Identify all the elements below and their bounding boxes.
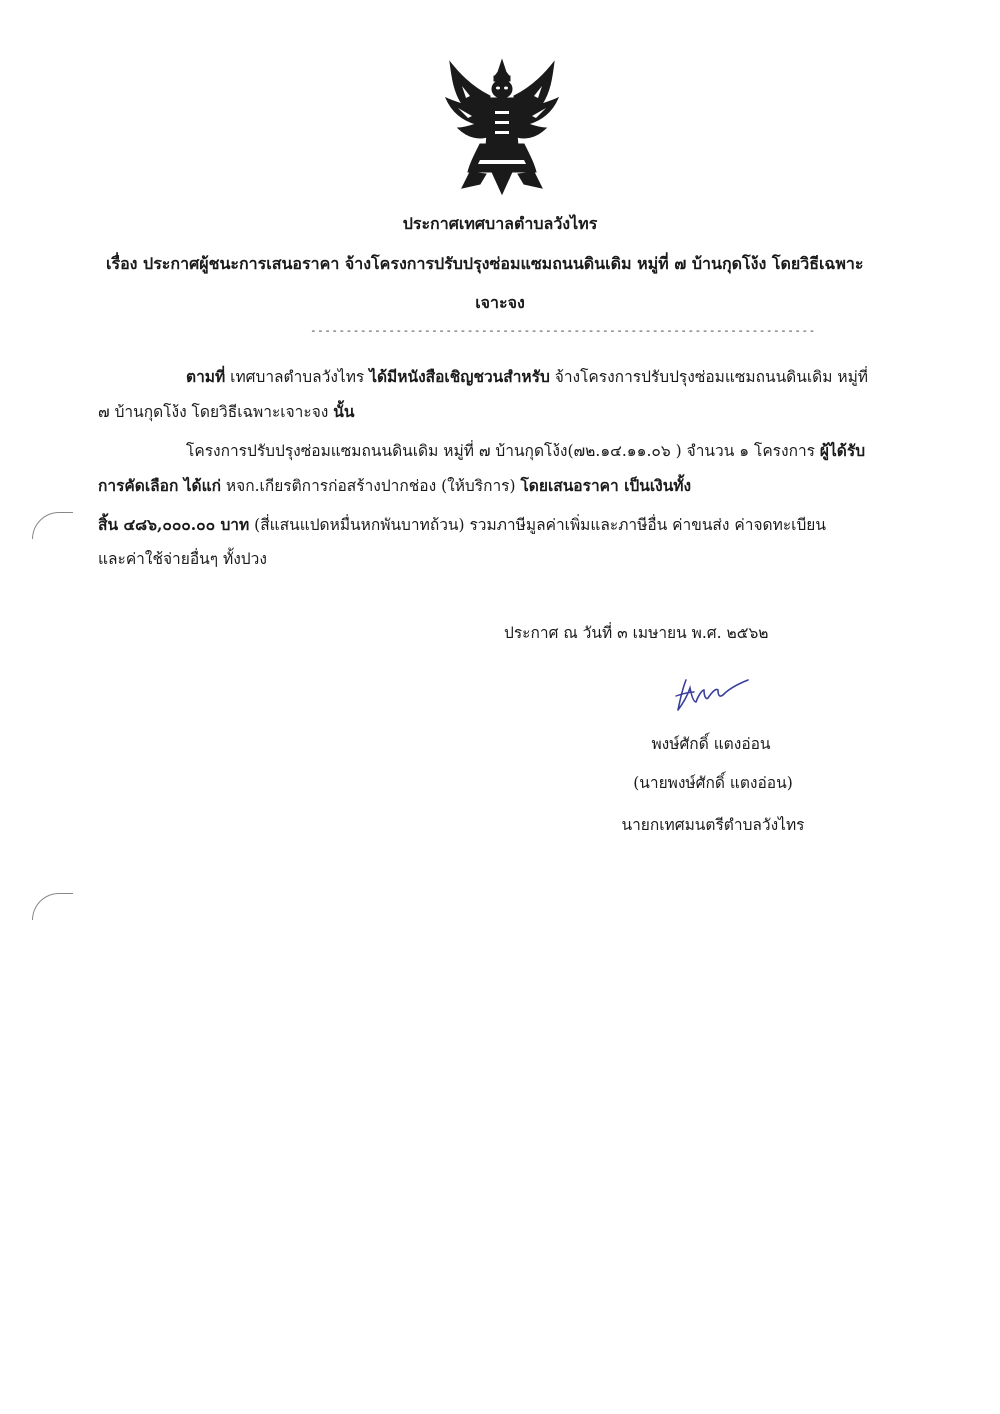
paragraph-1-line-1 [186,364,868,389]
p1-text: ๗ บ้านกุดโง้ง โดยวิธีเฉพาะเจาะจง [98,403,334,421]
handwritten-signature-icon [672,672,752,716]
separator-line: ----------------------------------------------------------------------- [310,324,816,337]
p1-text: ตามที่ [186,367,226,386]
paragraph-2-line-2 [98,473,691,498]
paragraph-2-line-1 [186,438,865,463]
paragraph-2-line-3 [98,512,826,537]
p1-text: นั้น [333,402,355,421]
p1-text: เทศบาลตำบลวังไทร [225,368,370,386]
paragraph-1-line-2 [98,399,355,424]
p2-text: ผู้ได้รับ [819,441,866,460]
p2-text: หจก.เกียรติการก่อสร้างปากช่อง (ให้บริการ) [220,477,521,495]
subject-line-1: เรื่อง ประกาศผู้ชนะการเสนอราคา จ้างโครงการปรับปรุงซ่อมแซมถนนดินเดิม หมู่ที่ ๗ บ้านกุดโง้ง โดยวิธีเฉพาะ [106,254,864,273]
p1-text: ได้มีหนังสือเชิญชวนสำหรับ [369,367,550,386]
p2-text: การคัดเลือก ได้แก่ [98,476,221,495]
signer-name: พงษ์ศักดิ์ แตงอ่อน [651,735,771,753]
punch-hole-mark [32,512,73,539]
p2-text: โครงการปรับปรุงซ่อมแซมถนนดินเดิม หมู่ที่ ๗ บ้านกุดโง้ง(๗๒.๑๔.๑๑.๐๖ ) จำนวน ๑ โครงการ [186,442,820,460]
document-title: ประกาศเทศบาลตำบลวังไทร [402,214,598,233]
p2-text: (สี่แสนแปดหมื่นหกพันบาทถ้วน) รวมภาษีมูลค่าเพิ่มและภาษีอื่น ค่าขนส่ง ค่าจดทะเบียน [249,516,826,534]
p1-text: จ้างโครงการปรับปรุงซ่อมแซมถนนดินเดิม หมู่ที่ [549,368,869,386]
garuda-emblem-icon [440,56,564,196]
p2-text: โดยเสนอราคา เป็นเงินทั้ง [520,476,692,495]
paragraph-2-line-4: และค่าใช้จ่ายอื่นๆ ทั้งปวง [98,550,267,568]
signer-full-name: (นายพงษ์ศักดิ์ แตงอ่อน) [633,774,793,792]
subject-line-2: เจาะจง [475,293,525,312]
announcement-date: ประกาศ ณ วันที่ ๓ เมษายน พ.ศ. ๒๕๖๒ [504,624,769,642]
signer-position: นายกเทศมนตรีตำบลวังไทร [621,816,805,834]
punch-hole-mark [32,893,73,920]
p2-text: สิ้น ๔๘๖,๐๐๐.๐๐ บาท [98,515,250,534]
